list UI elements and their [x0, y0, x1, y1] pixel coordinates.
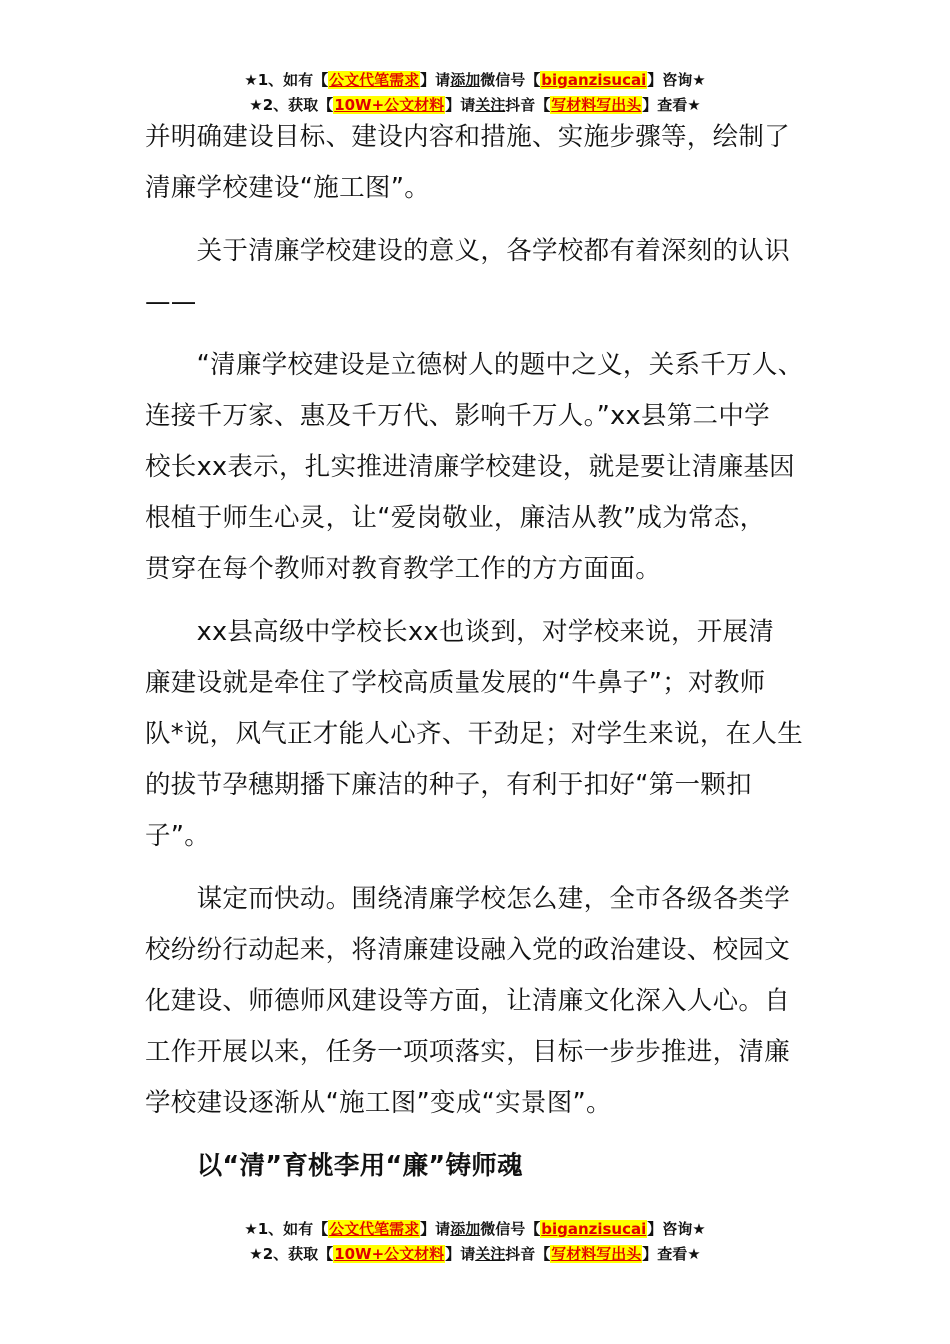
- banner-text: 】咨询★: [647, 71, 706, 89]
- text-line: 根植于师生心灵，让“爱岗敬业，廉洁从教”成为常态，: [145, 503, 766, 533]
- text-line: 化建设、师德师风建设等方面，让清廉文化深入人心。自: [145, 986, 791, 1016]
- banner-text: 】请: [420, 1220, 451, 1238]
- banner-text: 抖音【: [505, 1245, 551, 1263]
- banner-text: 】查看★: [642, 1245, 701, 1263]
- text-line: 校长xx表示，扎实推进清廉学校建设，就是要让清廉基因: [145, 452, 795, 482]
- paragraph: [145, 607, 805, 862]
- banner-text: 】请: [445, 96, 476, 114]
- text-line: 队*说，风气正才能人心齐、干劲足；对学生来说，在人生: [145, 719, 804, 749]
- paragraph: [145, 112, 805, 214]
- underlined-text: 添加: [450, 1220, 481, 1238]
- wechat-id: biganzisucai: [541, 71, 647, 89]
- douyin-id: 写材料写出头: [551, 1245, 642, 1263]
- text-line: 工作开展以来，任务一项项落实，目标一步步推进，清廉: [145, 1037, 791, 1067]
- banner-line-2: [0, 1242, 950, 1267]
- bottom-banner: [0, 1217, 950, 1267]
- top-banner: [0, 68, 950, 118]
- banner-line-1: [0, 68, 950, 93]
- douyin-id: 写材料写出头: [551, 96, 642, 114]
- text-line: 的拔节孕穗期播下廉洁的种子，有利于扣好“第一颗扣: [145, 770, 752, 800]
- text-line: 子”。: [145, 821, 211, 851]
- banner-text: 】咨询★: [647, 1220, 706, 1238]
- text-line: 并明确建设目标、建设内容和措施、实施步骤等，绘制了: [145, 122, 791, 152]
- underlined-text: 添加: [450, 71, 481, 89]
- banner-line-1: [0, 1217, 950, 1242]
- highlight-text: 公文代笔需求: [329, 71, 420, 89]
- banner-text: 微信号【: [480, 1220, 541, 1238]
- text-line: ——: [145, 287, 197, 317]
- text-line: 清廉学校建设“施工图”。: [145, 173, 431, 203]
- paragraph: [145, 226, 805, 328]
- banner-text: ★2、获取【: [249, 1245, 334, 1263]
- banner-text: ★2、获取【: [249, 96, 334, 114]
- wechat-id: biganzisucai: [541, 1220, 647, 1238]
- text-line: 学校建设逐渐从“施工图”变成“实景图”。: [145, 1088, 612, 1118]
- banner-text: 】请: [445, 1245, 476, 1263]
- text-line: 廉建设就是牵住了学校高质量发展的“牛鼻子”；对教师: [145, 668, 766, 698]
- text-line: 贯穿在每个教师对教育教学工作的方方面面。: [145, 554, 662, 584]
- banner-text: 微信号【: [480, 71, 541, 89]
- highlight-text: 10W+公文材料: [334, 96, 445, 114]
- banner-text: ★1、如有【: [244, 71, 329, 89]
- text-line: “清廉学校建设是立德树人的题中之义，关系千万人、: [145, 350, 804, 380]
- highlight-text: 10W+公文材料: [334, 1245, 445, 1263]
- document-body: [145, 112, 805, 1192]
- text-line: 校纷纷行动起来，将清廉建设融入党的政治建设、校园文: [145, 935, 791, 965]
- text-line: 连接千万家、惠及千万代、影响千万人。”xx县第二中学: [145, 401, 770, 431]
- text-line: 关于清廉学校建设的意义，各学校都有着深刻的认识: [145, 236, 791, 266]
- section-heading: 以“清”育桃李用“廉”铸师魂: [145, 1151, 523, 1181]
- text-line: 谋定而快动。围绕清廉学校怎么建，全市各级各类学: [145, 884, 791, 914]
- banner-text: 】查看★: [642, 96, 701, 114]
- banner-text: 】请: [420, 71, 451, 89]
- banner-text: 抖音【: [505, 96, 551, 114]
- underlined-text: 关注: [475, 96, 506, 114]
- banner-text: ★1、如有【: [244, 1220, 329, 1238]
- text-line: xx县高级中学校长xx也谈到，对学校来说，开展清: [145, 617, 775, 647]
- paragraph: [145, 340, 805, 595]
- paragraph: [145, 874, 805, 1129]
- underlined-text: 关注: [475, 1245, 506, 1263]
- highlight-text: 公文代笔需求: [329, 1220, 420, 1238]
